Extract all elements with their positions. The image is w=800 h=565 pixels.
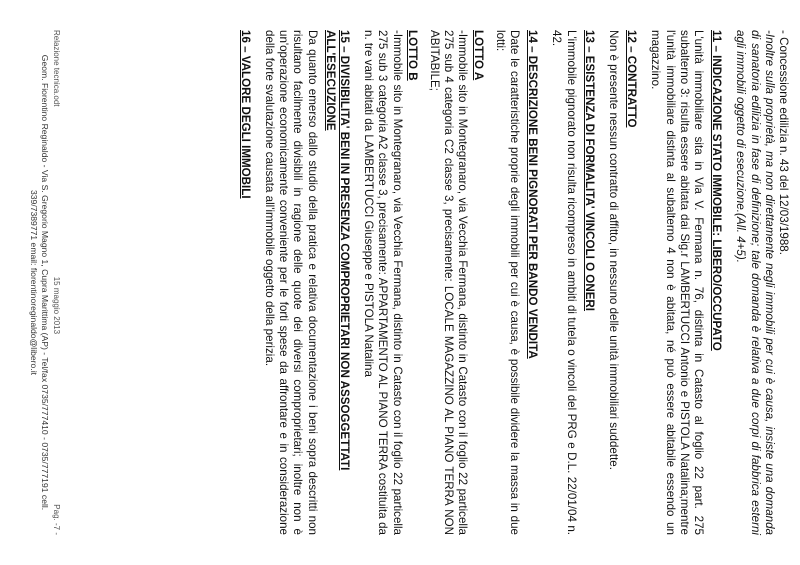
section-15-heading: 15 – DIVISIBILITA' BENI IN PRESENZA COMPROPRIETARI NON ASSOGGETTATI ALL'ESECUZIONE — [323, 30, 351, 471]
section-13-heading: 13 – ESISTENZA DI FORMALITA' VINCOLI O ONERI — [582, 30, 596, 312]
intro-concession-line: - Concessione edilizia n. 43 del 12/03/1988. — [777, 30, 790, 255]
section-14-body: Date le caratteristiche proprie degli immobili per cui è causa, è possibile dividere la massa in due lotti: — [493, 30, 521, 535]
section-11-body: L'unità immobiliare sita in Via V. Fermana n. 76, distinta in Catasto al foglio 22 part. 275 subalterno 3: risulta essere abitata dai Sig.r LAMBERTUCCI Antonio e PISTOLA Natalina;mentre l'unità immobiliare distinta al subalterno 4 non è abitata, né può essere abitabile essendo un magazzino. — [649, 30, 705, 535]
intro-sanatoria-note: -Inoltre sulla proprietà, ma non direttamente negli immobili per cui è causa, insiste una domanda di sanatoria edilizia in fase di definizione; tale domanda è relativa a due corpi di fabbrica esterni agli immobili oggetto di esecuzione.(All. 4+5). — [734, 30, 776, 535]
lotto-b-heading: LOTTO B — [405, 30, 419, 81]
section-12-heading: 12 – CONTRATTO — [625, 30, 639, 128]
section-13-body: L'immobile pignorato non risulta ricompreso in ambiti di tutela o vincoli del PRG e D.L. 22/01/04 n. 42. — [550, 30, 578, 535]
lotto-b-body: -Immobile sito in Montegranaro, via Vecchia Fermana, distinto in Catasto con il foglio 22 particella 275 sub 3 categoria A2 classe 3, precisamente: APPARTAMENTO AL PIANO TERRA costituita da n. tre vani abitati da LAMBERTUCCI Giuseppe e PISTOLA Natalina — [362, 30, 404, 535]
section-15-body: Da quanto emerso dallo studio della pratica e relativa documentazione i beni sopra descritti non risultano facilmente divisibili in ragione delle quote dei diversi comproprietari; inoltre non è un'operazione economicamente conveniente per le forti spese da affrontare e in considerazione della forte svalutazione causata all'immobile oggetto della perizia. — [262, 30, 319, 535]
footer-filename: Relazione tecnica.odt — [52, 30, 62, 107]
lotto-a-body: -Immobile sito in Montegranaro, via Vecchia Fermana, distinto in Catasto con il foglio 22 particella 275 sub 4 categoria C2 classe 3, precisamente: LOCALE MAGAZZINO AL PIANO TERRA NON ABITABILE; — [427, 30, 470, 535]
footer-date: 15 maggio 2013 — [52, 276, 62, 335]
footer-page-number: Pag. -7 - — [52, 504, 62, 535]
section-12-body: Non è presente nessun contratto di affitto, in nessuno delle unità immobiliari suddette. — [606, 30, 620, 470]
section-16-heading: 16 – VALORE DEGLI IMMOBILI — [238, 30, 252, 199]
lotto-a-heading: LOTTO A — [471, 30, 485, 81]
section-11-heading: 11 – INDICAZIONE STATO IMMOBILE: LIBERO/OCCUPATO — [710, 30, 724, 351]
footer-address-line-1: Geom. Fiorentino Reginaldo - Via S. Gregorio Magno 1, Cupra Marittima (AP) - Tel/fax 0735/777410 - 0735/777191 cell. — [40, 54, 51, 511]
footer-address-line-2: 339/7389771 email: fiorentinoreginaldo@libero.it — [28, 189, 39, 376]
section-14-heading: 14 – DESCRIZIONE BENI PIGNORATI PER BANDO VENDITA — [526, 30, 540, 359]
page-footer — [28, 30, 61, 535]
footer-meta-row — [51, 30, 61, 535]
